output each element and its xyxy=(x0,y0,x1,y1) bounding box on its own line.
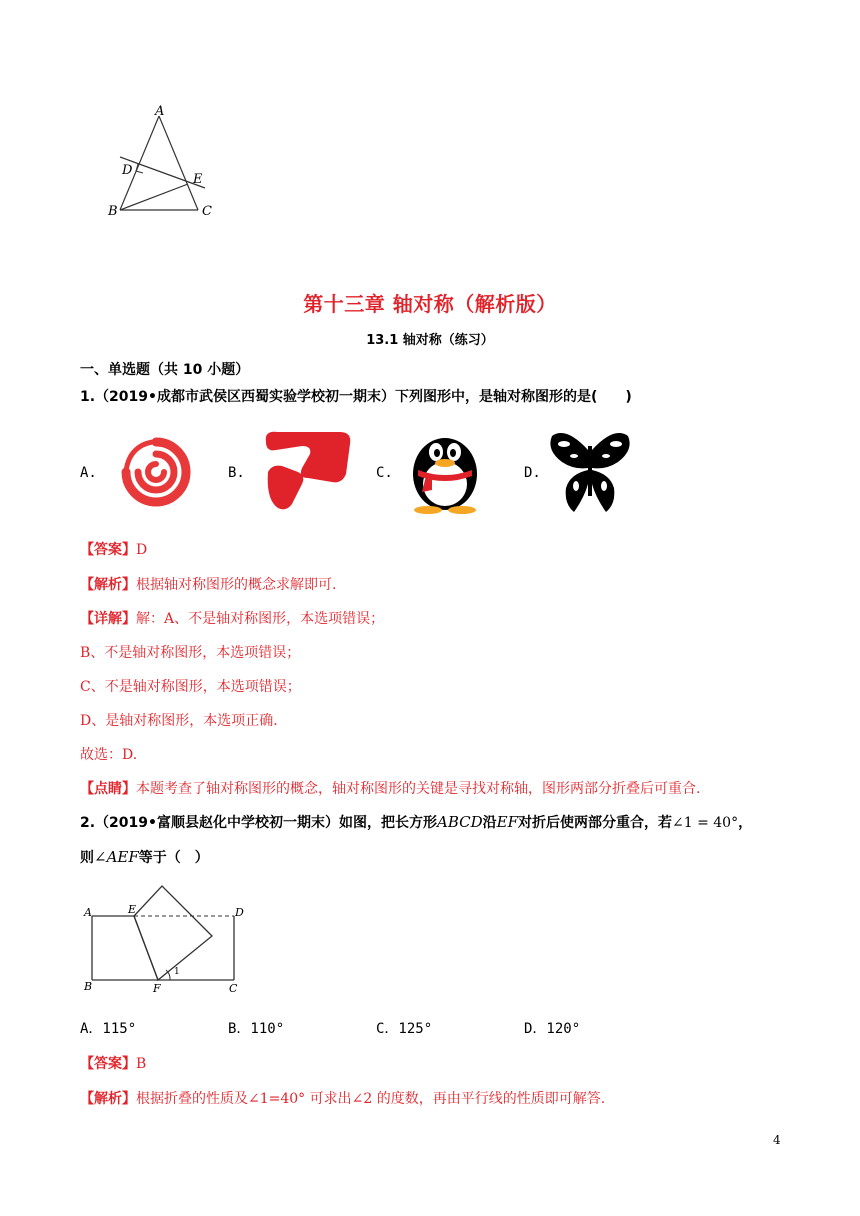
q1-detail xyxy=(80,608,384,628)
q1-analysis xyxy=(80,574,336,594)
q1-detail-line-1: 解：A、不是轴对称图形，本选项错误； xyxy=(136,611,385,627)
q2-option-d: D．120° xyxy=(524,1021,581,1037)
label-A: A xyxy=(155,104,165,119)
q1-detail-line-5: 故选：D. xyxy=(80,747,138,763)
q2-option-a: A．115° xyxy=(80,1021,137,1037)
q2-label-C: C xyxy=(229,982,238,995)
q2-stem-d: ， xyxy=(738,815,753,831)
label-C: C xyxy=(202,204,212,219)
q2-label-D: D xyxy=(235,906,244,919)
q2-label-1: 1 xyxy=(174,967,180,977)
q2-target-angle: ∠AEF xyxy=(94,848,139,866)
q1-analysis-text: 根据轴对称图形的概念求解即可. xyxy=(136,577,337,593)
q1-detail-line-4: D、是轴对称图形，本选项正确. xyxy=(80,713,278,729)
q2-rect-name: ABCD xyxy=(436,813,483,831)
q1-analysis-tag: 【解析】 xyxy=(80,577,136,593)
q2-analysis xyxy=(80,1088,605,1108)
q2-option-c: C．125° xyxy=(376,1021,433,1037)
q1-answer-value: D xyxy=(136,542,148,558)
q1-comment-text: 本题考查了轴对称图形的概念，轴对称图形的关键是寻找对称轴，图形两部分折叠后可重合. xyxy=(136,781,701,797)
q2-stem-c: 对折后使两部分重合，若 xyxy=(517,815,672,831)
q2-answer-value: B xyxy=(136,1056,147,1072)
q2-label-E: E xyxy=(128,903,137,916)
q2-label-A: A xyxy=(84,906,92,919)
q2-stem-line1 xyxy=(80,812,752,832)
butterfly-icon xyxy=(544,426,636,516)
label-E: E xyxy=(193,172,203,187)
page-number: 4 xyxy=(773,1133,781,1147)
q2-analysis-text: 根据折叠的性质及∠1=40° 可求出∠2 的度数，再由平行线的性质即可解答. xyxy=(136,1091,606,1107)
q2-option-b: B．110° xyxy=(228,1021,285,1037)
label-D: D xyxy=(122,163,133,178)
q2-label-B: B xyxy=(84,980,93,993)
q1-option-d-label: D. xyxy=(524,465,541,481)
q2-analysis-tag: 【解析】 xyxy=(80,1091,136,1107)
q1-option-a-label: A. xyxy=(80,465,97,481)
swirl-logo-icon xyxy=(104,430,208,514)
q2-angle-condition: ∠1 = 40° xyxy=(671,815,739,831)
q1-answer-tag: 【答案】 xyxy=(80,542,136,558)
q1-answer xyxy=(80,539,147,559)
q2-stem-b: 沿 xyxy=(482,815,497,831)
q1-detail-line-3: C、不是轴对称图形，本选项错误； xyxy=(80,679,301,695)
penguin-icon xyxy=(400,426,490,514)
q1-stem: 1.（2019•成都市武侯区西蜀实验学校初一期末）下列图形中，是轴对称图形的是( ) xyxy=(80,389,632,405)
q2-stem-a: 2.（2019•富顺县赵化中学校初一期末）如图，把长方形 xyxy=(80,815,437,831)
q2-stem-line2-a: 则 xyxy=(80,850,94,866)
q1-option-c-label: C. xyxy=(376,465,393,481)
section-subtitle: 13.1 轴对称（练习） xyxy=(366,333,494,348)
q2-answer-tag: 【答案】 xyxy=(80,1056,136,1072)
q1-detail-tag: 【详解】 xyxy=(80,611,136,627)
question-type-heading: 一、单选题（共 10 小题） xyxy=(80,362,250,378)
red-shape-logo-icon xyxy=(258,428,354,514)
q1-detail-line-2: B、不是轴对称图形，本选项错误； xyxy=(80,645,301,661)
q2-stem-line2 xyxy=(80,847,209,867)
q2-answer xyxy=(80,1053,146,1073)
q1-comment xyxy=(80,778,700,798)
q1-option-b-label: B. xyxy=(228,465,245,481)
q2-fold-line: EF xyxy=(496,813,518,831)
label-B: B xyxy=(108,204,118,219)
q1-comment-tag: 【点睛】 xyxy=(80,781,136,797)
chapter-title: 第十三章 轴对称（解析版） xyxy=(303,292,557,316)
q2-label-F: F xyxy=(153,982,161,995)
q2-stem-line2-b: 等于（ ） xyxy=(138,850,209,866)
